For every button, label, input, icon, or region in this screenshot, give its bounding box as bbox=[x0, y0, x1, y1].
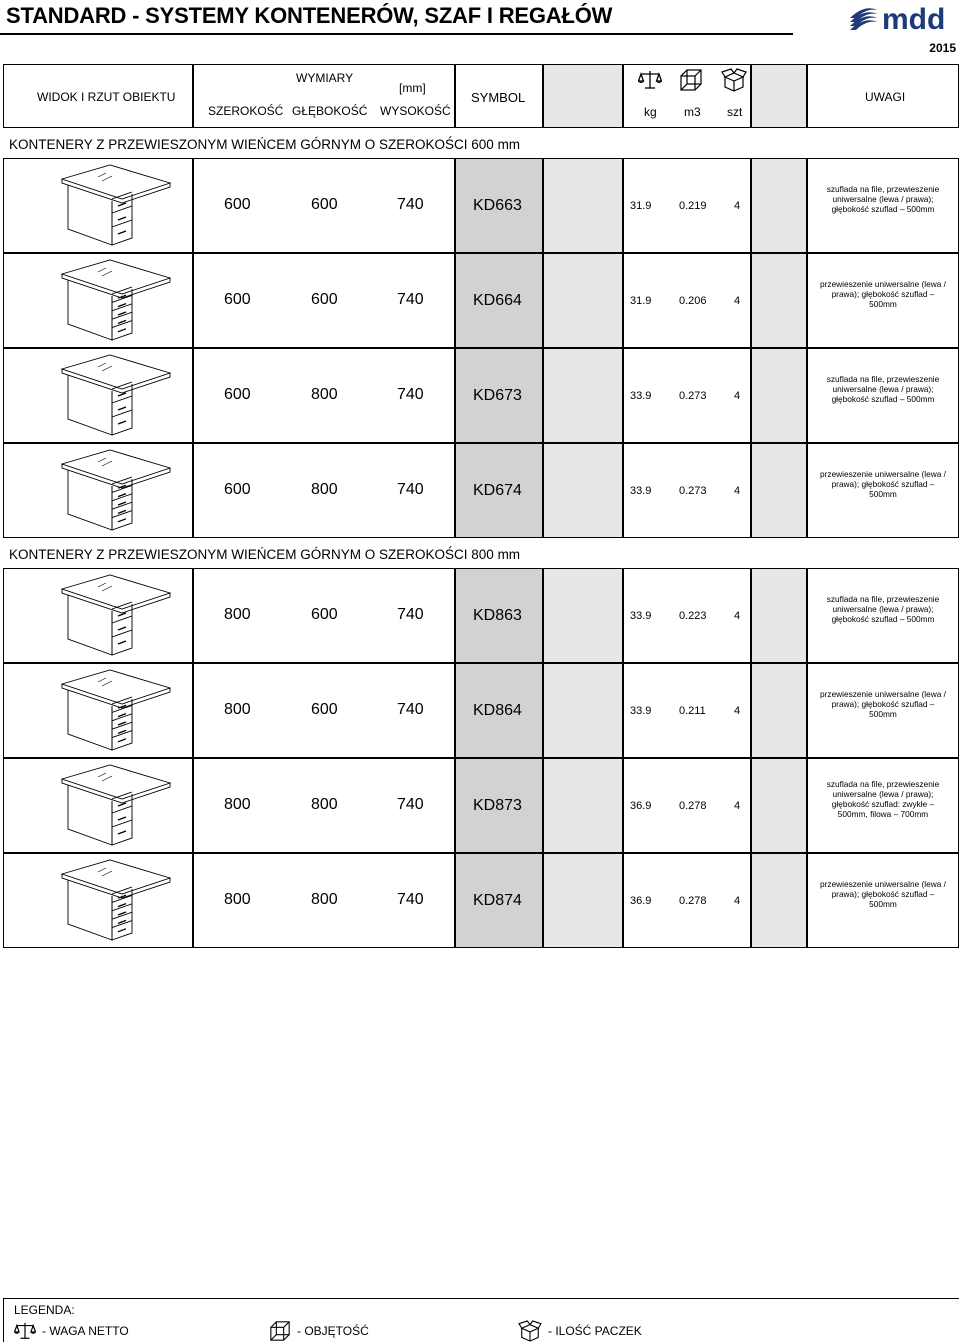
scale-icon bbox=[14, 1321, 36, 1341]
legend-title: LEGENDA: bbox=[14, 1303, 75, 1317]
cell-img bbox=[3, 348, 193, 443]
cell-sp2 bbox=[751, 253, 807, 348]
cell-sym bbox=[455, 568, 543, 663]
drawer-handle bbox=[118, 739, 126, 742]
cabinet-drawing bbox=[56, 571, 176, 661]
cell-sp1 bbox=[543, 568, 623, 663]
cell-sym bbox=[455, 758, 543, 853]
table-row bbox=[3, 853, 959, 948]
cell-pkg bbox=[623, 253, 751, 348]
cell-dim bbox=[193, 158, 455, 253]
symbol-value: KD664 bbox=[473, 292, 522, 309]
cabinet-top bbox=[62, 860, 170, 894]
cabinet-side bbox=[68, 595, 112, 655]
width-value: 600 bbox=[224, 291, 251, 308]
drawer-line bbox=[112, 792, 132, 799]
drawer-handle bbox=[118, 329, 126, 332]
kg-value: 33.9 bbox=[630, 485, 652, 497]
drawer-line bbox=[112, 220, 132, 227]
drawer-handle bbox=[118, 407, 126, 410]
remarks-line: uniwersalne (lewa / prawa); bbox=[832, 384, 934, 394]
header-spacer-cell bbox=[543, 64, 623, 128]
depth-value: 600 bbox=[311, 196, 338, 213]
kg-value: 31.9 bbox=[630, 295, 652, 307]
height-value: 740 bbox=[397, 606, 424, 623]
cabinet-side bbox=[68, 280, 112, 340]
cell-pkg bbox=[623, 348, 751, 443]
remarks-line: szuflada na file, przewieszenie bbox=[826, 374, 940, 384]
cell-img bbox=[3, 758, 193, 853]
cell-sp1 bbox=[543, 663, 623, 758]
m3-value: 0.278 bbox=[679, 800, 707, 812]
cell-sp2 bbox=[751, 663, 807, 758]
header-view-cell bbox=[3, 64, 193, 128]
cell-dim bbox=[193, 568, 455, 663]
year: 2015 bbox=[929, 41, 956, 55]
header-packaging-cell bbox=[623, 64, 751, 128]
szt-value: 4 bbox=[734, 200, 741, 212]
cabinet-top-edge bbox=[62, 874, 170, 898]
drawer-handle bbox=[118, 421, 126, 424]
depth-value: 800 bbox=[311, 796, 338, 813]
cell-note bbox=[807, 348, 959, 443]
szt-value: 4 bbox=[734, 485, 741, 497]
cabinet-top bbox=[62, 670, 170, 704]
remarks-line: przewieszenie uniwersalne (lewa / bbox=[820, 469, 946, 479]
cell-sp1 bbox=[543, 443, 623, 538]
remarks-line: 500mm bbox=[869, 899, 897, 909]
symbol-value: KD673 bbox=[473, 387, 522, 404]
cabinet-top bbox=[62, 450, 170, 484]
header-m3-label: m3 bbox=[684, 105, 701, 119]
legend-label-volume: - OBJĘTOŚĆ bbox=[297, 1324, 369, 1338]
cabinet-drawing bbox=[56, 761, 176, 851]
cabinet-top bbox=[62, 260, 170, 294]
remarks-line: przewieszenie uniwersalne (lewa / bbox=[820, 879, 946, 889]
cell-img bbox=[3, 158, 193, 253]
cabinet-top bbox=[62, 765, 170, 799]
cell-sym bbox=[455, 663, 543, 758]
legend-item-weight bbox=[14, 1321, 129, 1341]
szt-value: 4 bbox=[734, 295, 741, 307]
cell-sp2 bbox=[751, 158, 807, 253]
header-remarks-cell bbox=[807, 64, 959, 128]
cabinet-side bbox=[68, 375, 112, 435]
kg-value: 33.9 bbox=[630, 705, 652, 717]
cell-note bbox=[807, 758, 959, 853]
remarks-line: szuflada na file, przewieszenie bbox=[826, 184, 940, 194]
drawer-handle bbox=[118, 627, 126, 630]
remarks-line: uniwersalne (lewa / prawa); bbox=[832, 604, 934, 614]
remarks-line: szuflada na file, przewieszenie bbox=[826, 594, 940, 604]
kg-value: 33.9 bbox=[630, 390, 652, 402]
height-value: 740 bbox=[397, 891, 424, 908]
szt-value: 4 bbox=[734, 390, 741, 402]
drawer-line bbox=[112, 382, 132, 389]
cabinet-top-edge bbox=[62, 684, 170, 708]
kg-value: 31.9 bbox=[630, 200, 652, 212]
title-rule bbox=[0, 33, 793, 35]
header-width-label: SZEROKOŚĆ bbox=[208, 104, 284, 118]
table-row bbox=[3, 443, 959, 538]
header-symbol-cell bbox=[455, 64, 543, 128]
table-row bbox=[3, 348, 959, 443]
drawer-line bbox=[112, 396, 132, 403]
symbol-value: KD674 bbox=[473, 482, 522, 499]
remarks-line: szuflada na file, przewieszenie bbox=[826, 779, 940, 789]
symbol-value: KD864 bbox=[473, 702, 522, 719]
symbol-value: KD663 bbox=[473, 197, 522, 214]
remarks-line: głębokość szuflad – 500mm bbox=[831, 394, 935, 404]
cell-sp1 bbox=[543, 348, 623, 443]
depth-value: 600 bbox=[311, 291, 338, 308]
depth-value: 600 bbox=[311, 606, 338, 623]
remarks-line: 500mm, filowa – 700mm bbox=[837, 809, 929, 819]
cell-sp1 bbox=[543, 853, 623, 948]
cell-sp2 bbox=[751, 568, 807, 663]
legend-label-packages: - ILOŚĆ PACZEK bbox=[548, 1324, 642, 1338]
symbol-value: KD873 bbox=[473, 797, 522, 814]
drawer-line bbox=[112, 616, 132, 623]
cell-dim bbox=[193, 663, 455, 758]
drawer-handle bbox=[118, 231, 126, 234]
height-value: 740 bbox=[397, 291, 424, 308]
cabinet-drawing bbox=[56, 351, 176, 441]
cube-icon bbox=[679, 68, 703, 92]
cell-dim bbox=[193, 443, 455, 538]
cell-img bbox=[3, 253, 193, 348]
m3-value: 0.223 bbox=[679, 610, 707, 622]
m3-value: 0.206 bbox=[679, 295, 707, 307]
drawer-line bbox=[112, 820, 132, 827]
cell-note bbox=[807, 853, 959, 948]
m3-value: 0.273 bbox=[679, 390, 707, 402]
cell-sym bbox=[455, 158, 543, 253]
table-row bbox=[3, 663, 959, 758]
legend-label-weight: - WAGA NETTO bbox=[42, 1324, 129, 1338]
szt-value: 4 bbox=[734, 705, 741, 717]
width-value: 800 bbox=[224, 606, 251, 623]
remarks-line: przewieszenie uniwersalne (lewa / bbox=[820, 279, 946, 289]
cabinet-side bbox=[68, 785, 112, 845]
legend-item-volume bbox=[269, 1321, 369, 1341]
cell-dim bbox=[193, 253, 455, 348]
cell-img bbox=[3, 663, 193, 758]
cabinet-front bbox=[112, 604, 132, 655]
drawer-line bbox=[112, 887, 132, 894]
height-value: 740 bbox=[397, 196, 424, 213]
remarks-line: 500mm bbox=[869, 489, 897, 499]
remarks-line: przewieszenie uniwersalne (lewa / bbox=[820, 689, 946, 699]
cell-sp1 bbox=[543, 758, 623, 853]
remarks-note bbox=[808, 689, 958, 719]
cell-dim bbox=[193, 853, 455, 948]
cabinet-front bbox=[112, 384, 132, 435]
cell-pkg bbox=[623, 853, 751, 948]
cell-sym bbox=[455, 348, 543, 443]
cell-pkg bbox=[623, 568, 751, 663]
szt-value: 4 bbox=[734, 610, 741, 622]
remarks-note bbox=[808, 184, 958, 214]
depth-value: 600 bbox=[311, 701, 338, 718]
szt-value: 4 bbox=[734, 800, 741, 812]
kg-value: 36.9 bbox=[630, 800, 652, 812]
m3-value: 0.278 bbox=[679, 895, 707, 907]
cabinet-front bbox=[112, 794, 132, 845]
cabinet-front bbox=[112, 194, 132, 245]
table-row bbox=[3, 158, 959, 253]
cabinet-side bbox=[68, 880, 112, 940]
drawer-line bbox=[112, 477, 132, 484]
cell-pkg bbox=[623, 443, 751, 538]
header-spacer-cell-2 bbox=[751, 64, 807, 128]
header-kg-label: kg bbox=[644, 105, 657, 119]
drawer-line bbox=[112, 410, 132, 417]
header-unit-label: [mm] bbox=[399, 81, 426, 95]
legend bbox=[3, 1298, 959, 1342]
remarks-line: głębokość szuflad: zwykłe – bbox=[831, 799, 935, 809]
header-szt-label: szt bbox=[727, 105, 743, 119]
m3-value: 0.273 bbox=[679, 485, 707, 497]
height-value: 740 bbox=[397, 386, 424, 403]
remarks-note bbox=[808, 469, 958, 499]
cell-sp1 bbox=[543, 158, 623, 253]
header-dimensions-label: WYMIARY bbox=[296, 71, 354, 85]
kg-value: 33.9 bbox=[630, 610, 652, 622]
drawer-line bbox=[112, 630, 132, 637]
m3-value: 0.219 bbox=[679, 200, 707, 212]
drawer-line bbox=[112, 287, 132, 294]
remarks-note bbox=[808, 879, 958, 909]
drawer-handle bbox=[118, 641, 126, 644]
height-value: 740 bbox=[397, 481, 424, 498]
cell-img bbox=[3, 853, 193, 948]
remarks-line: prawa); głębokość szuflad – bbox=[831, 889, 935, 899]
header-height-label: WYSOKOŚĆ bbox=[380, 104, 451, 118]
cabinet-drawing bbox=[56, 446, 176, 536]
package-icon bbox=[721, 68, 747, 92]
mdd-logo bbox=[848, 2, 958, 36]
cell-note bbox=[807, 443, 959, 538]
cell-note bbox=[807, 253, 959, 348]
drawer-handle bbox=[118, 929, 126, 932]
cell-pkg bbox=[623, 158, 751, 253]
legend-item-packages bbox=[518, 1321, 642, 1341]
cell-dim bbox=[193, 758, 455, 853]
drawer-line bbox=[112, 206, 132, 213]
kg-value: 36.9 bbox=[630, 895, 652, 907]
header-depth-label: GŁĘBOKOŚĆ bbox=[292, 104, 368, 118]
header-symbol-label: SYMBOL bbox=[471, 90, 526, 105]
scale-icon bbox=[638, 69, 662, 91]
cell-pkg bbox=[623, 758, 751, 853]
depth-value: 800 bbox=[311, 481, 338, 498]
cabinet-side bbox=[68, 185, 112, 245]
drawer-line bbox=[112, 697, 132, 704]
cabinet-top-edge bbox=[62, 179, 170, 203]
remarks-line: głębokość szuflad – 500mm bbox=[831, 204, 935, 214]
szt-value: 4 bbox=[734, 895, 741, 907]
brand-text: mdd bbox=[882, 3, 946, 36]
height-value: 740 bbox=[397, 701, 424, 718]
cell-note bbox=[807, 158, 959, 253]
section-title: KONTENERY Z PRZEWIESZONYM WIEŃCEM GÓRNYM O SZEROKOŚCI 800 mm bbox=[9, 547, 521, 562]
cell-note bbox=[807, 568, 959, 663]
cell-img bbox=[3, 568, 193, 663]
cabinet-drawing bbox=[56, 666, 176, 756]
cell-sp1 bbox=[543, 253, 623, 348]
remarks-line: uniwersalne (lewa / prawa); bbox=[832, 194, 934, 204]
remarks-line: głębokość szuflad – 500mm bbox=[831, 614, 935, 624]
remarks-note bbox=[808, 374, 958, 404]
cabinet-top bbox=[62, 355, 170, 389]
header-dimensions-cell bbox=[193, 64, 455, 128]
remarks-note bbox=[808, 779, 958, 819]
remarks-line: prawa); głębokość szuflad – bbox=[831, 479, 935, 489]
remarks-line: prawa); głębokość szuflad – bbox=[831, 699, 935, 709]
page-title: STANDARD - SYSTEMY KONTENERÓW, SZAF I REGAŁÓW bbox=[6, 3, 613, 28]
width-value: 800 bbox=[224, 796, 251, 813]
remarks-line: prawa); głębokość szuflad – bbox=[831, 289, 935, 299]
drawer-handle bbox=[118, 217, 126, 220]
width-value: 600 bbox=[224, 481, 251, 498]
cell-sym bbox=[455, 253, 543, 348]
cabinet-drawing bbox=[56, 856, 176, 946]
drawer-handle bbox=[118, 519, 126, 522]
cell-img bbox=[3, 443, 193, 538]
remarks-note bbox=[808, 279, 958, 309]
cell-sp2 bbox=[751, 443, 807, 538]
symbol-value: KD874 bbox=[473, 892, 522, 909]
width-value: 800 bbox=[224, 891, 251, 908]
cabinet-side bbox=[68, 470, 112, 530]
cabinet-top-edge bbox=[62, 464, 170, 488]
drawer-line bbox=[112, 602, 132, 609]
section-title: KONTENERY Z PRZEWIESZONYM WIEŃCEM GÓRNYM O SZEROKOŚCI 600 mm bbox=[9, 137, 521, 152]
depth-value: 800 bbox=[311, 891, 338, 908]
cabinet-top bbox=[62, 575, 170, 609]
cell-sp2 bbox=[751, 348, 807, 443]
cell-pkg bbox=[623, 663, 751, 758]
package-icon bbox=[518, 1320, 542, 1342]
remarks-line: 500mm bbox=[869, 299, 897, 309]
cell-sp2 bbox=[751, 758, 807, 853]
table-row bbox=[3, 758, 959, 853]
table-row bbox=[3, 253, 959, 348]
remarks-line: uniwersalne (lewa / prawa); bbox=[832, 789, 934, 799]
drawer-handle bbox=[118, 831, 126, 834]
cell-sp2 bbox=[751, 853, 807, 948]
cabinet-top-edge bbox=[62, 369, 170, 393]
cube-icon bbox=[269, 1320, 291, 1342]
cabinet-top-edge bbox=[62, 779, 170, 803]
depth-value: 800 bbox=[311, 386, 338, 403]
m3-value: 0.211 bbox=[679, 705, 706, 717]
drawer-line bbox=[112, 806, 132, 813]
cell-note bbox=[807, 663, 959, 758]
cell-sym bbox=[455, 443, 543, 538]
symbol-value: KD863 bbox=[473, 607, 522, 624]
width-value: 600 bbox=[224, 386, 251, 403]
remarks-line: 500mm bbox=[869, 709, 897, 719]
header-remarks-label: UWAGI bbox=[865, 90, 906, 104]
cabinet-drawing bbox=[56, 161, 176, 251]
cabinet-drawing bbox=[56, 256, 176, 346]
remarks-note bbox=[808, 594, 958, 624]
cell-sym bbox=[455, 853, 543, 948]
width-value: 600 bbox=[224, 196, 251, 213]
cabinet-side bbox=[68, 690, 112, 750]
width-value: 800 bbox=[224, 701, 251, 718]
header-view-label: WIDOK I RZUT OBIEKTU bbox=[37, 90, 176, 104]
drawer-handle bbox=[118, 817, 126, 820]
drawer-line bbox=[112, 192, 132, 199]
cabinet-top bbox=[62, 165, 170, 199]
height-value: 740 bbox=[397, 796, 424, 813]
table-row bbox=[3, 568, 959, 663]
cabinet-top-edge bbox=[62, 274, 170, 298]
cabinet-top-edge bbox=[62, 589, 170, 613]
cell-dim bbox=[193, 348, 455, 443]
